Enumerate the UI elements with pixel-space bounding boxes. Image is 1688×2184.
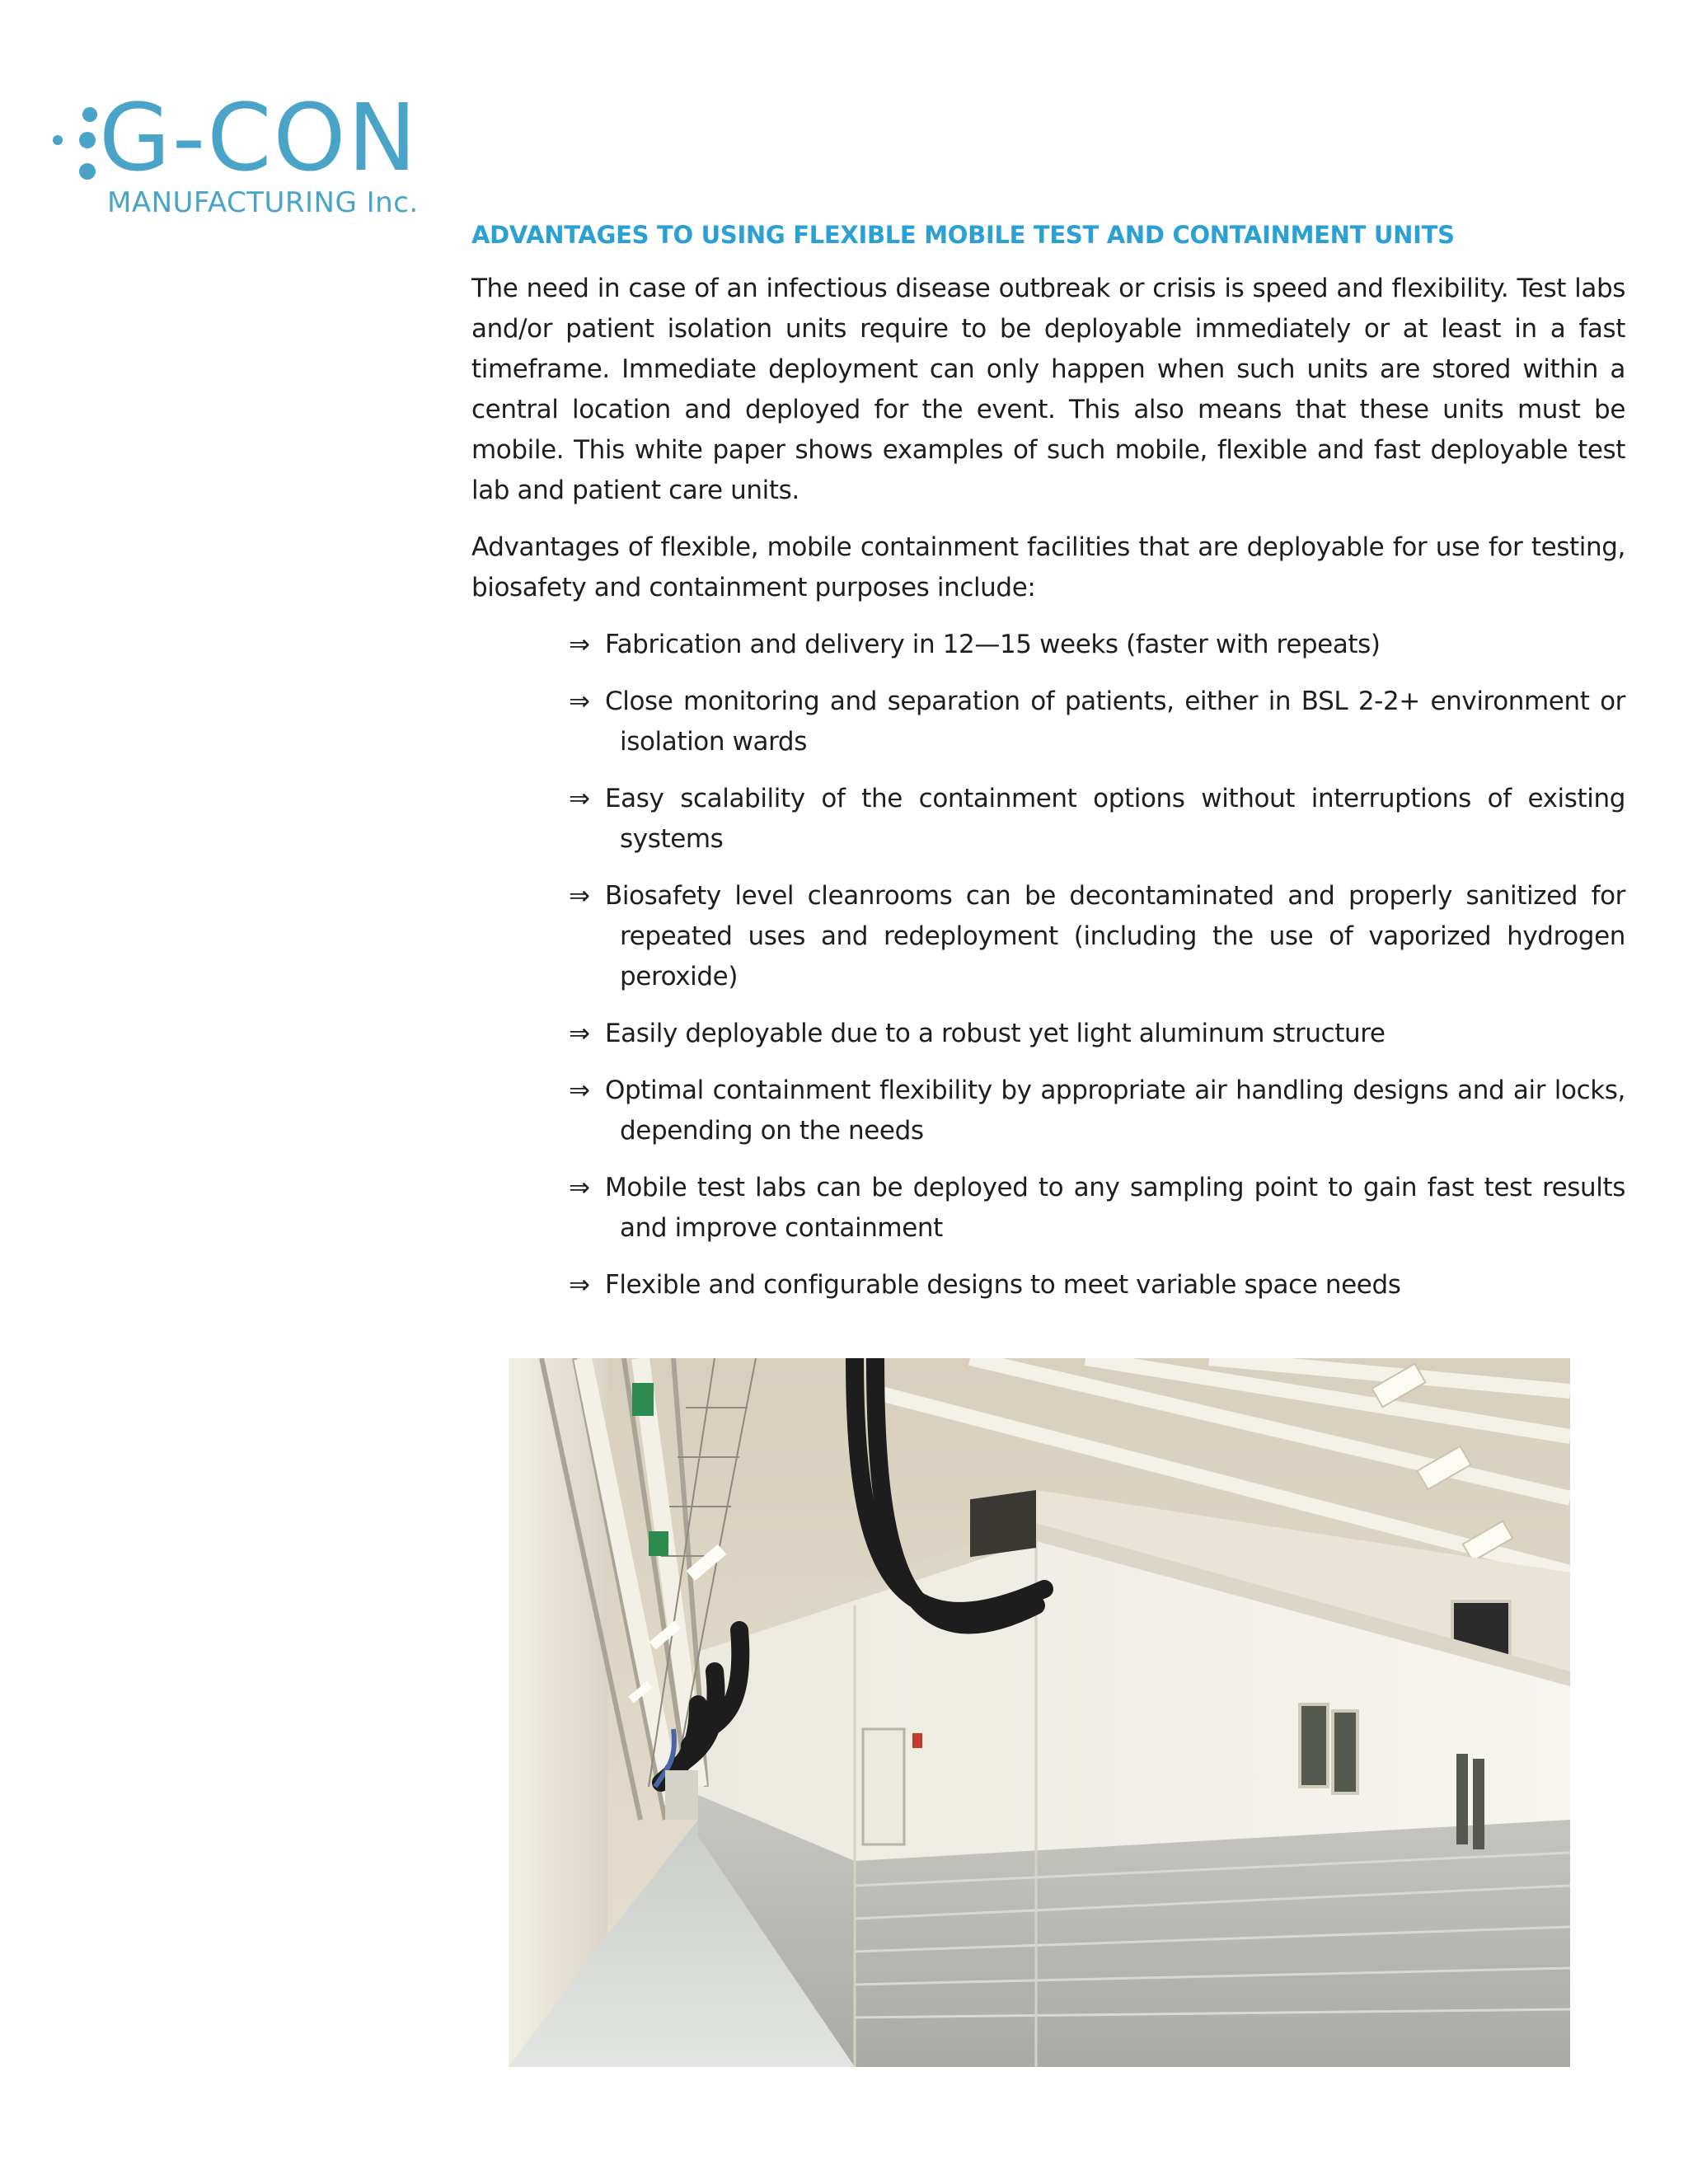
- list-item-text: Easy scalability of the containment options without interruptions of existing systems: [605, 784, 1625, 854]
- company-logo: [48, 85, 435, 219]
- logo-subtitle: MANUFACTURING Inc.: [107, 186, 419, 219]
- advantages-intro-paragraph: Advantages of flexible, mobile containment facilities that are deployable for use for testing, biosafety and containment purposes include:: [471, 532, 1625, 602]
- arrow-bullet-icon: ⇒: [569, 1076, 590, 1105]
- list-item: [569, 1014, 1625, 1054]
- advantages-list: [471, 625, 1625, 1305]
- list-item: [569, 625, 1625, 665]
- list-item: [569, 1265, 1625, 1305]
- list-item: [569, 682, 1625, 762]
- arrow-bullet-icon: ⇒: [569, 687, 590, 716]
- main-content: [471, 221, 1625, 1322]
- arrow-bullet-icon: ⇒: [569, 1270, 590, 1300]
- list-item-text: Biosafety level cleanrooms can be decontaminated and properly sanitized for repeated uses and redeployment (including the use of vaporized hydrogen peroxide): [605, 881, 1625, 991]
- arrow-bullet-icon: ⇒: [569, 1019, 590, 1048]
- list-item: [569, 1071, 1625, 1151]
- list-item: [569, 779, 1625, 860]
- list-item: [569, 1168, 1625, 1249]
- list-item-text: Mobile test labs can be deployed to any sampling point to gain fast test results and improve containment: [605, 1173, 1625, 1243]
- list-item-text: Fabrication and delivery in 12—15 weeks (faster with repeats): [605, 630, 1381, 659]
- intro-paragraph: The need in case of an infectious disease outbreak or crisis is speed and flexibility. Test labs and/or patient isolation units require to be deployable immediately or at least in a fast timeframe. Immediate deployment can only happen when such units are stored within a central location and deployed for the event. This also means that these units must be mobile. This white paper shows examples of such mobile, flexible and fast deployable test lab and patient care units.: [471, 274, 1625, 505]
- arrow-bullet-icon: ⇒: [569, 630, 590, 659]
- list-item-text: Flexible and configurable designs to meet variable space needs: [605, 1270, 1401, 1300]
- arrow-bullet-icon: ⇒: [569, 784, 590, 813]
- list-item-text: Close monitoring and separation of patients, either in BSL 2-2+ environment or isolation wards: [605, 687, 1625, 757]
- arrow-bullet-icon: ⇒: [569, 1173, 590, 1202]
- cleanroom-corridor-photo: [509, 1358, 1570, 2067]
- section-heading: ADVANTAGES TO USING FLEXIBLE MOBILE TEST AND CONTAINMENT UNITS: [471, 221, 1455, 249]
- list-item: [569, 876, 1625, 997]
- list-item-text: Optimal containment flexibility by appropriate air handling designs and air locks, depending on the needs: [605, 1076, 1625, 1146]
- logo-wordmark: G-CON: [99, 85, 419, 192]
- list-item-text: Easily deployable due to a robust yet light aluminum structure: [605, 1019, 1386, 1048]
- arrow-bullet-icon: ⇒: [569, 881, 590, 911]
- logo-dots-icon: [48, 102, 106, 193]
